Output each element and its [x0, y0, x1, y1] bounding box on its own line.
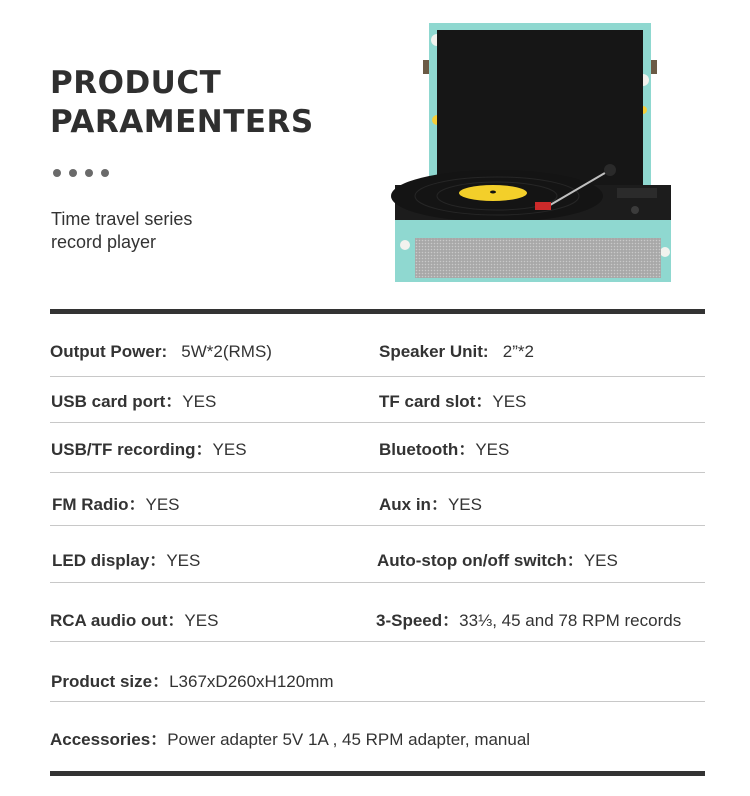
decorative-dots [53, 169, 109, 177]
spec-auto-stop-switch [377, 546, 618, 571]
spec-output-power [50, 342, 272, 362]
bottom-divider [50, 771, 705, 776]
spec-product-size [51, 667, 334, 692]
spec-row [50, 423, 705, 473]
spec-value: YES [475, 440, 510, 459]
spec-value: YES [492, 392, 527, 411]
spec-label: Bluetooth： [379, 440, 476, 459]
spec-led-display [52, 546, 200, 571]
spec-label: RCA audio out： [50, 611, 185, 630]
spec-label: Accessories： [50, 730, 168, 749]
dot [85, 169, 93, 177]
spec-value: YES [182, 392, 217, 411]
record-player-image [385, 20, 681, 290]
spec-value: YES [145, 495, 180, 514]
spec-value: YES [447, 495, 482, 514]
spec-label: Output Power: [50, 342, 168, 361]
spec-value: YES [184, 611, 219, 630]
spec-value: 5W*2(RMS) [181, 342, 272, 361]
spec-3-speed [376, 606, 681, 631]
spec-row [50, 642, 705, 702]
spec-value: L367xD260xH120mm [169, 672, 334, 691]
dot [69, 169, 77, 177]
title-line-1: PRODUCT [50, 65, 222, 101]
spec-value: Power adapter 5V 1A , 45 RPM adapter, manual [167, 730, 531, 749]
spec-row [50, 702, 705, 764]
spec-fm-radio [52, 490, 180, 515]
spec-label: LED display： [52, 551, 167, 570]
spec-label: Product size： [51, 672, 170, 691]
spec-value: YES [166, 551, 201, 570]
title-line-2: PARAMENTERS [50, 104, 314, 140]
spec-row [50, 473, 705, 526]
dot [53, 169, 61, 177]
spec-aux-in [379, 490, 482, 515]
spec-value: 2”*2 [502, 342, 534, 361]
spec-label: USB/TF recording： [51, 440, 213, 459]
page-title [50, 64, 314, 142]
subtitle-line-1: Time travel series [51, 209, 193, 229]
spec-row [50, 324, 705, 377]
subtitle-line-2: record player [51, 232, 157, 252]
spec-label: 3-Speed： [376, 611, 460, 630]
spec-accessories [50, 725, 530, 750]
spec-value: 33⅓, 45 and 78 RPM records [459, 611, 682, 630]
spec-row [50, 583, 705, 642]
spec-speaker-unit [379, 342, 534, 362]
spec-rca-audio-out [50, 606, 218, 631]
dot [101, 169, 109, 177]
spec-label: Speaker Unit: [379, 342, 489, 361]
spec-usb-tf-recording [51, 435, 247, 460]
spec-bluetooth [379, 435, 509, 460]
top-divider [50, 309, 705, 314]
spec-tf-card-slot [379, 387, 526, 412]
spec-label: Auto-stop on/off switch： [377, 551, 584, 570]
spec-value: YES [212, 440, 247, 459]
spec-usb-card-port [51, 387, 216, 412]
spec-row [50, 377, 705, 423]
spec-label: FM Radio： [52, 495, 146, 514]
spec-label: TF card slot： [379, 392, 493, 411]
product-subtitle [51, 208, 192, 254]
spec-label: USB card port： [51, 392, 183, 411]
spec-value: YES [583, 551, 618, 570]
spec-label: Aux in： [379, 495, 448, 514]
spec-row [50, 526, 705, 583]
